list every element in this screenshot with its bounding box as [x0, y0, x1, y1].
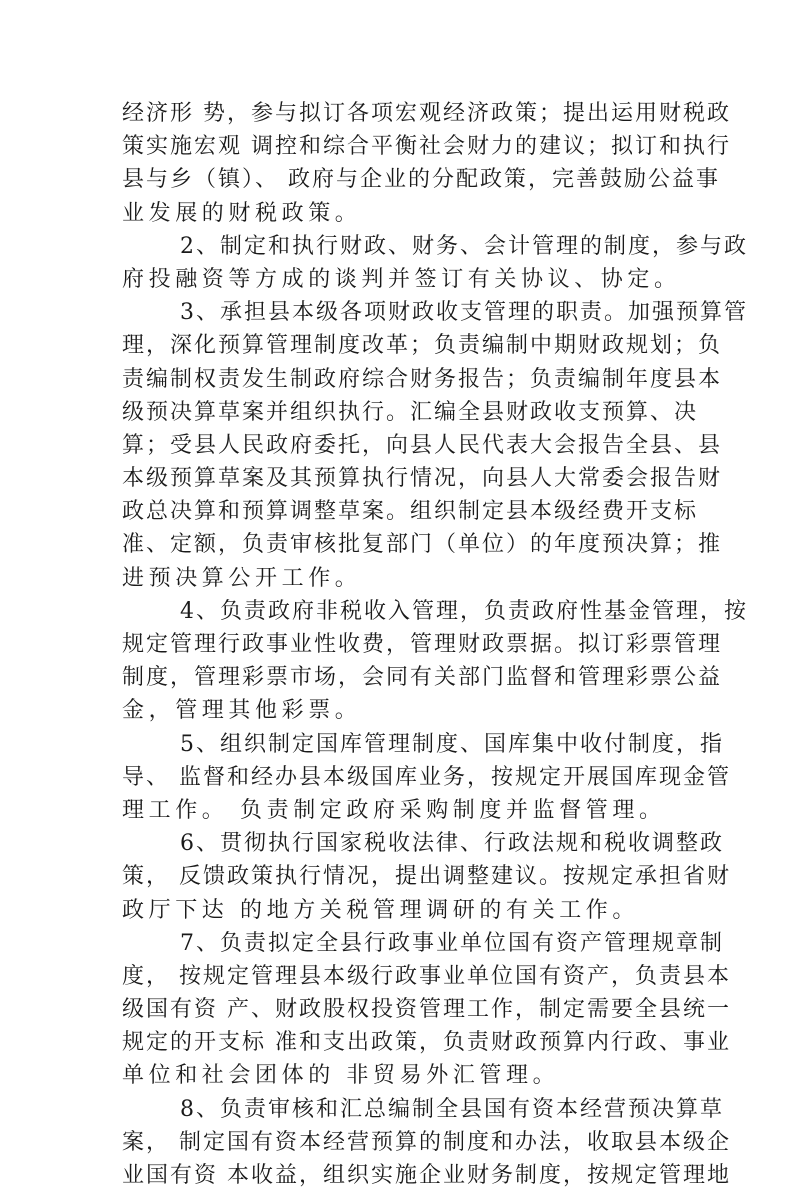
paragraph — [122, 927, 731, 1093]
paragraph — [122, 230, 748, 296]
text-line: 级国有资 产、财政股权投资管理工作，制定需要全县统一 — [122, 997, 731, 1023]
text-line: 金，管理其他彩票。 — [122, 698, 362, 724]
document-page — [122, 97, 748, 1192]
text-line: 府投融资等方成的谈判并签订有关协议、协定。 — [122, 266, 681, 292]
paragraph — [122, 827, 731, 927]
text-line: 4、负责政府非税收入管理，负责政府性基金管理，按 — [180, 598, 748, 624]
text-line: 理，深化预算管理制度改革；负责编制中期财政规划；负 — [122, 333, 723, 359]
text-line: 规定管理行政事业性收费，管理财政票据。拟订彩票管理 — [122, 632, 723, 657]
text-line: 算；受县人民政府委托，向县人民代表大会报告全县、县 — [122, 432, 723, 458]
text-line: 业国有资 本收益，组织实施企业财务制度，按规定管理地 — [122, 1163, 731, 1188]
paragraph — [122, 296, 748, 595]
text-line: 责编制权责发生制政府综合财务报告；负责编制年度县本 — [122, 366, 723, 392]
text-line: 县与乡（镇）、 政府与企业的分配政策，完善鼓励公益事 — [122, 167, 720, 193]
text-line: 政总决算和预算调整草案。组织制定县本级经费开支标 — [122, 499, 699, 525]
text-line: 导、 监督和经办县本级国库业务，按规定开展国库现金管 — [122, 764, 731, 790]
paragraph — [122, 1093, 731, 1192]
text-line: 5、组织制定国库管理制度、国库集中收付制度，指 — [180, 731, 724, 757]
paragraph — [122, 595, 748, 728]
paragraph — [122, 97, 731, 230]
text-line: 进预决算公开工作。 — [122, 565, 362, 591]
text-line: 度， 按规定管理县本级行政事业单位国有资产，负责县本 — [122, 963, 731, 989]
text-line: 7、负责拟定全县行政事业单位国有资产管理规章制 — [180, 930, 724, 956]
text-line: 业发展的财税政策。 — [122, 200, 362, 226]
paragraph — [122, 728, 731, 828]
text-line: 理工作。 负责制定政府采购制度并监督管理。 — [122, 797, 666, 823]
text-line: 策， 反馈政策执行情况，提出调整建议。按规定承担省财 — [122, 864, 731, 890]
text-line: 2、制定和执行财政、财务、会计管理的制度，参与政 — [180, 233, 748, 259]
text-line: 准、定额，负责审核批复部门（单位）的年度预决算；推 — [122, 532, 723, 558]
text-line: 政厅下达 的地方关税管理调研的有关工作。 — [122, 897, 639, 923]
text-line: 3、承担县本级各项财政收支管理的职责。加强预算管 — [180, 300, 748, 326]
text-line: 6、贯彻执行国家税收法律、行政法规和税收调整政 — [180, 831, 724, 857]
text-line: 制度，管理彩票市场，会同有关部门监督和管理彩票公益 — [122, 665, 723, 691]
text-line: 经济形 势，参与拟订各项宏观经济政策；提出运用财税政 — [122, 101, 731, 126]
text-line: 单位和社会团体的 非贸易外汇管理。 — [122, 1063, 560, 1089]
text-line: 级预决算草案并组织执行。汇编全县财政收支预算、决 — [122, 399, 699, 425]
text-line: 规定的开支标 准和支出政策，负责财政预算内行政、事业 — [122, 1030, 731, 1056]
text-line: 案， 制定国有资本经营预算的制度和办法，收取县本级企 — [122, 1129, 731, 1155]
text-line: 8、负责审核和汇总编制全县国有资本经营预决算草 — [180, 1096, 724, 1122]
text-line: 本级预算草案及其预算执行情况，向县人大常委会报告财 — [122, 466, 723, 492]
text-line: 策实施宏观 调控和综合平衡社会财力的建议；拟订和执行 — [122, 134, 731, 160]
